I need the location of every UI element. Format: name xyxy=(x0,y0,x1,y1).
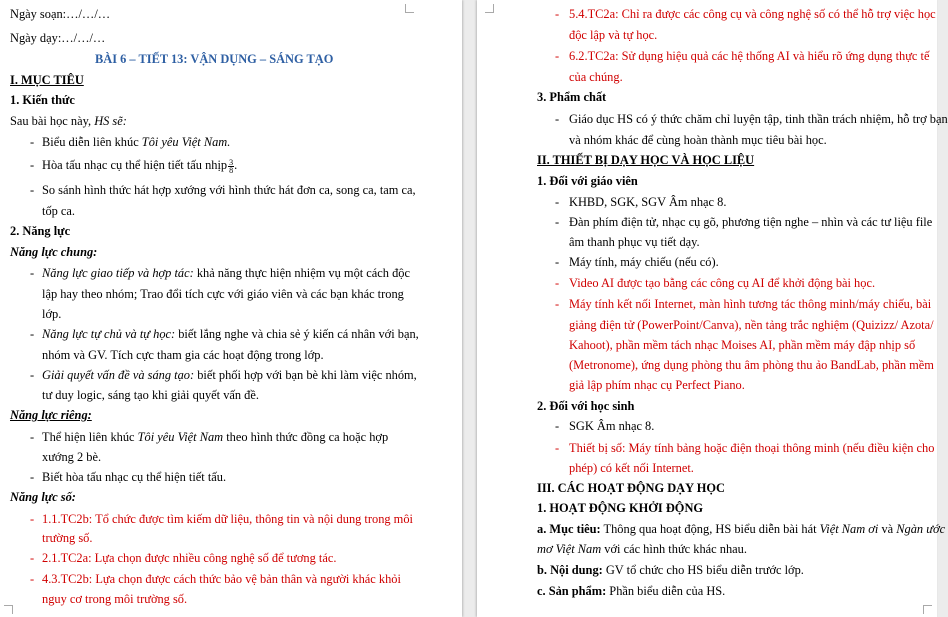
digital-competence-1-cont: trường số. xyxy=(42,531,93,545)
teacher-item-5-cont2: Kahoot), phần mềm tách nhạc Moises AI, phần mềm máy đập nhịp số xyxy=(569,338,916,352)
digital-competence-4: 5.4.TC2a: Chỉ ra được các công cụ và công nghệ số có thể hỗ trợ việc học xyxy=(569,7,936,21)
teacher-item-5-cont4: giả lập phím nhạc cụ Perfect Piano. xyxy=(569,378,745,392)
qualities-item-cont: và nhóm khác để cùng hoàn thành mục tiêu bài học. xyxy=(569,133,827,147)
general-competence-1: Năng lực giao tiếp và hợp tác: khả năng thực hiện nhiệm vụ một cách độc xyxy=(42,266,410,280)
digital-competence-1: 1.1.TC2b: Tổ chức được tìm kiếm dữ liệu, thông tin và nội dung trong môi xyxy=(42,512,413,526)
section-objectives: I. MỤC TIÊU xyxy=(10,73,84,87)
teacher-item-5-cont3: (Metronome), ứng dụng phòng thu âm phòng thu ảo BandLab, phần mềm xyxy=(569,358,934,372)
digital-competence-2: 2.1.TC2a: Lựa chọn được nhiều công nghệ số để tương tác. xyxy=(42,551,337,565)
left-page: Ngày soạn:…/…/… Ngày dạy:…/…/… BÀI 6 – TIẾT 13: VẬN DỤNG – SÁNG TẠO I. MỤC TIÊU 1. Kiến thức Sau bài học này, HS sẽ: - Biểu diễn liên khúc Tôi yêu Việt Nam. - Hòa tấu nhạc cụ thể hiện tiết tấu nhịp $\frac{3}{8}$ . - So sánh hình thức hát hợp xướng với hình thức hát đơn ca, song ca, tam ca, tốp ca. 2. Năng lực Năng lực chung: - Năng lực giao tiếp và hợp tác: khả năng thực hiện nhiệm vụ một cách độc lập hay theo nhóm; Trao đổi tích cực với giáo viên và các bạn khác trong lớp. - Năng lực tự chủ và tự học: biết lắng nghe và chia sẻ ý kiến cá nhân với bạn, nhóm và GV. Tích cực tham gia các hoạt động trong lớp. - Giải quyết vấn đề và sáng tạo: biết phối hợp với bạn bè khi làm việc nhóm, tư duy logic, sáng tạo khi giải quyết vấn đề. Năng lực riêng: - Thể hiện liên khúc Tôi yêu Việt Nam theo hình thức đồng ca hoặc hợp xướng 2 bè. - Biết hòa tấu nhạc cụ thể hiện tiết tấu. Năng lực số: - 1.1.TC2b: Tổ chức được tìm kiếm dữ liệu, thông tin và nội dung trong môi trường số. - 2.1.TC2a: Lựa chọn được nhiều công nghệ số để tương tác. - 4.3.TC2b: Lựa chọn được cách thức bảo vệ bản thân và người khác khỏi nguy cơ trong môi trường số. xyxy=(0,0,462,617)
page-corner-mark xyxy=(923,605,932,614)
student-item-2: Thiết bị số: Máy tính bảng hoặc điện thoại thông minh (nếu điều kiện cho xyxy=(569,441,935,455)
teacher-item-5: Máy tính kết nối Internet, màn hình tương tác thông minh/máy chiếu, bài xyxy=(569,297,932,311)
page-corner-mark xyxy=(485,4,494,13)
digital-competence-5-cont: của chúng. xyxy=(569,70,623,84)
teacher-item-1: KHBD, SGK, SGV Âm nhạc 8. xyxy=(569,195,727,209)
knowledge-item-1: Biểu diễn liên khúc Tôi yêu Việt Nam. xyxy=(42,135,231,149)
digital-competence-3-cont: nguy cơ trong môi trường số. xyxy=(42,592,188,606)
heading-knowledge: 1. Kiến thức xyxy=(10,93,75,107)
specific-competence-2: Biết hòa tấu nhạc cụ thể hiện tiết tấu. xyxy=(42,470,227,484)
specific-competence-1: Thể hiện liên khúc Tôi yêu Việt Nam theo hình thức đồng ca hoặc hợp xyxy=(42,430,389,444)
general-competence-2-cont: nhóm và GV. Tích cực tham gia các hoạt động trong lớp. xyxy=(42,348,324,362)
warmup-content: b. Nội dung: GV tổ chức cho HS biểu diễn trước lớp. xyxy=(537,563,804,577)
page-corner-mark xyxy=(405,4,414,13)
qualities-item: Giáo dục HS có ý thức chăm chỉ luyện tập, tinh thần trách nhiệm, hỗ trợ bạn xyxy=(569,112,948,126)
specific-competence-1-cont: xướng 2 bè. xyxy=(42,450,102,464)
heading-competence: 2. Năng lực xyxy=(10,224,71,238)
warmup-product: c. Sản phẩm: Phần biểu diễn của HS. xyxy=(537,584,726,598)
date-taught: Ngày dạy:…/…/… xyxy=(10,31,106,45)
right-page: - 5.4.TC2a: Chỉ ra được các công cụ và công nghệ số có thể hỗ trợ việc học độc lập và tự học. - 6.2.TC2a: Sử dụng hiệu quả các hệ thống AI và hiểu rõ ứng dụng thực tế của chúng. 3. Phẩm chất - Giáo dục HS có ý thức chăm chỉ luyện tập, tinh thần trách nhiệm, hỗ trợ bạn và nhóm khác để cùng hoàn thành mục tiêu bài học. II. THIẾT BỊ DẠY HỌC VÀ HỌC LIỆU 1. Đối với giáo viên - KHBD, SGK, SGV Âm nhạc 8. - Đàn phím điện tử, nhạc cụ gõ, phương tiện nghe – nhìn và các tư liệu file âm thanh phục vụ tiết dạy. - Máy tính, máy chiếu (nếu có). - Video AI được tạo bằng các công cụ AI để khởi động bài học. - Máy tính kết nối Internet, màn hình tương tác thông minh/máy chiếu, bài giảng điện tử (PowerPoint/Canva), nền tảng trắc nghiệm (Quizizz/ Azota/ Kahoot), phần mềm tách nhạc Moises AI, phần mềm máy đập nhịp số (Metronome), ứng dụng phòng thu âm phòng thu ảo BandLab, phần mềm giả lập phím nhạc cụ Perfect Piano. 2. Đối với học sinh - SGK Âm nhạc 8. - Thiết bị số: Máy tính bảng hoặc điện thoại thông minh (nếu điều kiện cho phép) có kết nối Internet. III. CÁC HOẠT ĐỘNG DẠY HỌC 1. HOẠT ĐỘNG KHỞI ĐỘNG a. Mục tiêu: Thông qua hoạt động, HS biểu diễn bài hát Việt Nam ơi và Ngàn ước mơ Việt Nam với các hình thức khác nhau. b. Nội dung: GV tổ chức cho HS biểu diễn trước lớp. c. Sản phẩm: Phần biểu diễn của HS. xyxy=(477,0,937,617)
section-activities: III. CÁC HOẠT ĐỘNG DẠY HỌC xyxy=(537,481,725,495)
teacher-item-2: Đàn phím điện tử, nhạc cụ gõ, phương tiện nghe – nhìn và các tư liệu file xyxy=(569,215,933,229)
page-corner-mark xyxy=(4,605,13,614)
date-prepared: Ngày soạn:…/…/… xyxy=(10,7,111,21)
general-competence-2: Năng lực tự chủ và tự học: biết lắng nghe và chia sẻ ý kiến cá nhân với bạn, xyxy=(42,327,419,341)
knowledge-item-3: So sánh hình thức hát hợp xướng với hình thức hát đơn ca, song ca, tam ca, xyxy=(42,183,416,197)
teacher-item-4: Video AI được tạo bằng các công cụ AI để khởi động bài học. xyxy=(569,276,876,290)
digital-competence-3: 4.3.TC2b: Lựa chọn được cách thức bảo vệ bản thân và người khác khỏi xyxy=(42,572,401,586)
student-item-2-cont: phép) có kết nối Internet. xyxy=(569,461,694,475)
knowledge-item-2: Hòa tấu nhạc cụ thể hiện tiết tấu nhịp $\frac{3}{8}$ . xyxy=(42,157,238,175)
general-competence-1-cont2: lớp. xyxy=(42,307,62,321)
knowledge-item-3-cont: tốp ca. xyxy=(42,204,76,218)
teacher-item-5-cont: giảng điện tử (PowerPoint/Canva), nền tảng trắc nghiệm (Quizizz/ Azota/ xyxy=(569,318,934,332)
teacher-item-3: Máy tính, máy chiếu (nếu có). xyxy=(569,255,719,269)
general-competence-3: Giải quyết vấn đề và sáng tạo: biết phối hợp với bạn bè khi làm việc nhóm, xyxy=(42,368,417,382)
warmup-objective: a. Mục tiêu: Thông qua hoạt động, HS biểu diễn bài hát Việt Nam ơi và Ngàn ước xyxy=(537,522,946,536)
heading-for-teacher: 1. Đối với giáo viên xyxy=(537,174,638,188)
heading-digital-competence: Năng lực số: xyxy=(10,490,76,504)
section-equipment: II. THIẾT BỊ DẠY HỌC VÀ HỌC LIỆU xyxy=(537,153,755,167)
lesson-title: BÀI 6 – TIẾT 13: VẬN DỤNG – SÁNG TẠO xyxy=(95,52,334,66)
digital-competence-4-cont: độc lập và tự học. xyxy=(569,28,658,42)
general-competence-1-cont: lập hay theo nhóm; Trao đổi tích cực với giáo viên và các bạn khác trong xyxy=(42,287,404,301)
heading-specific-competence: Năng lực riêng: xyxy=(10,408,92,422)
warmup-objective-cont: mơ Việt Nam với các hình thức khác nhau. xyxy=(537,542,747,556)
heading-general-competence: Năng lực chung: xyxy=(10,245,98,259)
intro-line: Sau bài học này, HS sẽ: xyxy=(10,114,127,128)
heading-warmup: 1. HOẠT ĐỘNG KHỞI ĐỘNG xyxy=(537,501,704,515)
heading-for-student: 2. Đối với học sinh xyxy=(537,399,635,413)
student-item-1: SGK Âm nhạc 8. xyxy=(569,419,655,433)
digital-competence-5: 6.2.TC2a: Sử dụng hiệu quả các hệ thống AI và hiểu rõ ứng dụng thực tế xyxy=(569,49,930,63)
time-signature: $\frac{3}{8}$ xyxy=(229,157,234,175)
teacher-item-2-cont: âm thanh phục vụ tiết dạy. xyxy=(569,235,700,249)
heading-qualities: 3. Phẩm chất xyxy=(537,90,607,104)
general-competence-3-cont: tư duy logic, sáng tạo khi giải quyết vấn đề. xyxy=(42,388,259,402)
